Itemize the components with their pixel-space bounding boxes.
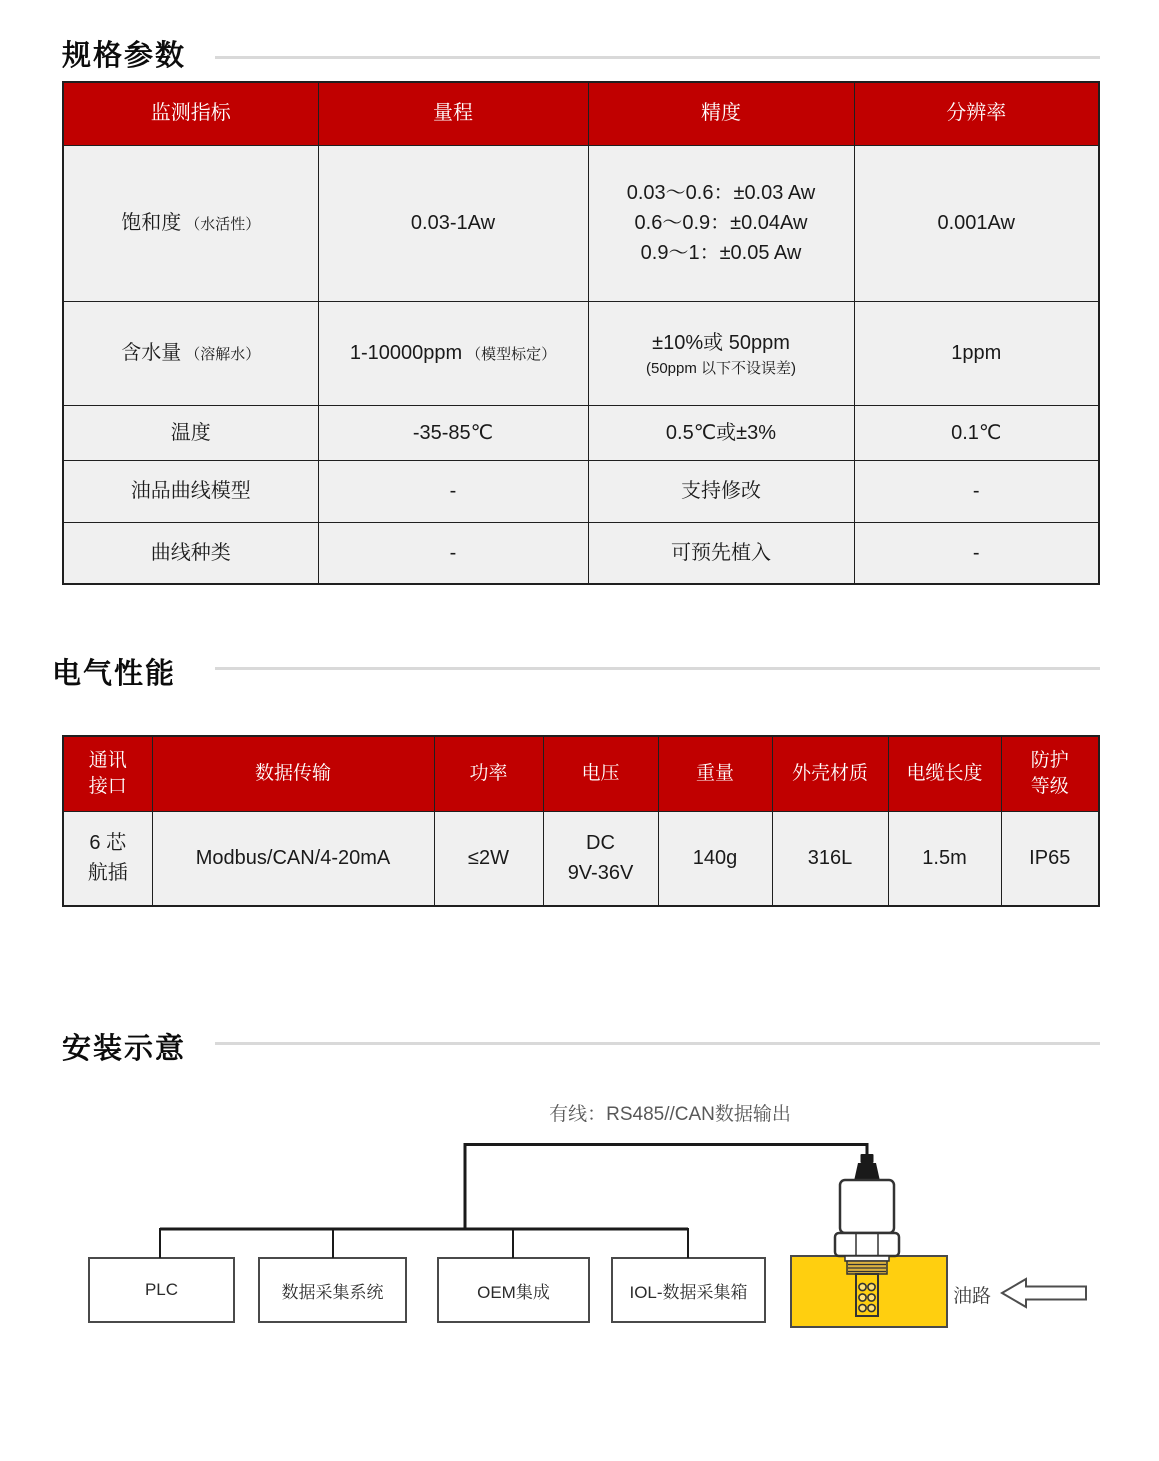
title-divider	[215, 667, 1100, 670]
spec-header-row	[63, 82, 1099, 145]
cell-accuracy: 0.5℃或±3%	[588, 405, 854, 460]
cell-range: -	[318, 522, 588, 584]
value-line: 9V-36V	[567, 862, 634, 885]
cell-indicator	[63, 301, 318, 405]
elec-col-data-transmission: 数据传输	[152, 736, 434, 811]
connector-lines	[160, 1143, 867, 1258]
cell-resolution: 1ppm	[854, 301, 1099, 405]
cell-accuracy: 可预先植入	[588, 522, 854, 584]
sensor-cable-connector	[861, 1154, 874, 1163]
cell-accuracy	[588, 145, 854, 301]
header-line: 防护	[1030, 750, 1069, 772]
cell-range	[318, 301, 588, 405]
cell-power: ≤2W	[434, 811, 543, 906]
accuracy-line: 0.6～0.9：±0.04Aw	[634, 212, 808, 234]
accuracy-line: ±10%或 50ppm	[652, 331, 790, 354]
header-line: 接口	[88, 775, 127, 797]
diagram-box-plc: PLC	[88, 1257, 235, 1323]
title-divider	[215, 56, 1100, 59]
header-line: 等级	[1030, 775, 1069, 797]
cell-range: -35-85℃	[318, 405, 588, 460]
sensor-plug	[854, 1163, 880, 1181]
electrical-table	[62, 735, 1100, 907]
cell-resolution: -	[854, 522, 1099, 584]
value-line: 航插	[87, 862, 128, 885]
elec-col-weight: 重量	[658, 736, 772, 811]
electrical-header-row	[63, 736, 1099, 811]
value-line: DC	[586, 832, 615, 855]
cell-voltage	[543, 811, 658, 906]
range-note: （模型标定）	[466, 346, 557, 363]
cell-indicator: 曲线种类	[63, 522, 318, 584]
electrical-data-row	[63, 811, 1099, 906]
accuracy-line: 0.03～0.6：±0.03 Aw	[626, 182, 816, 204]
spec-col-accuracy: 精度	[588, 82, 854, 145]
indicator-name: 饱和度	[121, 212, 182, 234]
elec-col-power: 功率	[434, 736, 543, 811]
cell-indicator: 温度	[63, 405, 318, 460]
spec-col-range: 量程	[318, 82, 588, 145]
diagram-box-oem-integration: OEM集成	[437, 1257, 590, 1323]
cell-data-transmission: Modbus/CAN/4-20mA	[152, 811, 434, 906]
section-title-electrical: 电气性能	[52, 658, 177, 690]
oil-passage-block	[790, 1255, 948, 1328]
cell-protection-rating: IP65	[1001, 811, 1099, 906]
cell-weight: 140g	[658, 811, 772, 906]
indicator-note: （水活性）	[185, 216, 261, 233]
table-row-curve-types	[63, 522, 1099, 584]
indicator-name: 含水量	[121, 342, 182, 364]
sensor-hex-nut	[835, 1233, 899, 1256]
cell-accuracy	[588, 301, 854, 405]
indicator-note: （溶解水）	[185, 346, 261, 363]
cell-range: -	[318, 460, 588, 522]
cell-housing-material: 316L	[772, 811, 888, 906]
cell-indicator	[63, 145, 318, 301]
table-row-water-content	[63, 301, 1099, 405]
cell-comm-interface	[63, 811, 152, 906]
elec-col-protection-rating	[1001, 736, 1099, 811]
hex-nut-facets	[856, 1234, 878, 1255]
elec-col-comm-interface	[63, 736, 152, 811]
cell-range: 0.03-1Aw	[318, 145, 588, 301]
cell-resolution: -	[854, 460, 1099, 522]
cell-cable-length: 1.5m	[888, 811, 1001, 906]
spec-col-indicator: 监测指标	[63, 82, 318, 145]
elec-col-cable-length: 电缆长度	[888, 736, 1001, 811]
cell-resolution: 0.001Aw	[854, 145, 1099, 301]
cell-resolution: 0.1℃	[854, 405, 1099, 460]
value-line: 6 芯	[89, 832, 127, 855]
section-title-install: 安装示意	[62, 1033, 187, 1065]
table-row-oil-curve-model	[63, 460, 1099, 522]
range-value: 1-10000ppm	[349, 342, 463, 364]
diagram-box-iol-data-collection: IOL-数据采集箱	[611, 1257, 766, 1323]
header-line: 通讯	[88, 750, 127, 772]
oil-path-label: 油路	[953, 1286, 992, 1307]
elec-col-voltage: 电压	[543, 736, 658, 811]
table-row-temperature	[63, 405, 1099, 460]
spec-col-resolution: 分辨率	[854, 82, 1099, 145]
flow-arrow-icon	[1002, 1279, 1086, 1307]
elec-col-housing-material: 外壳材质	[772, 736, 888, 811]
accuracy-note: (50ppm 以下不设误差)	[645, 359, 797, 377]
diagram-box-data-acquisition-system: 数据采集系统	[258, 1257, 407, 1323]
section-title-spec: 规格参数	[62, 40, 187, 72]
spec-table	[62, 81, 1100, 585]
sensor-body	[840, 1180, 894, 1233]
title-divider	[215, 1042, 1100, 1045]
cell-accuracy: 支持修改	[588, 460, 854, 522]
table-row-saturation	[63, 145, 1099, 301]
accuracy-line: 0.9～1：±0.05 Aw	[640, 242, 802, 264]
cell-indicator: 油品曲线模型	[63, 460, 318, 522]
wired-output-label: 有线：RS485//CAN数据输出	[549, 1104, 791, 1125]
